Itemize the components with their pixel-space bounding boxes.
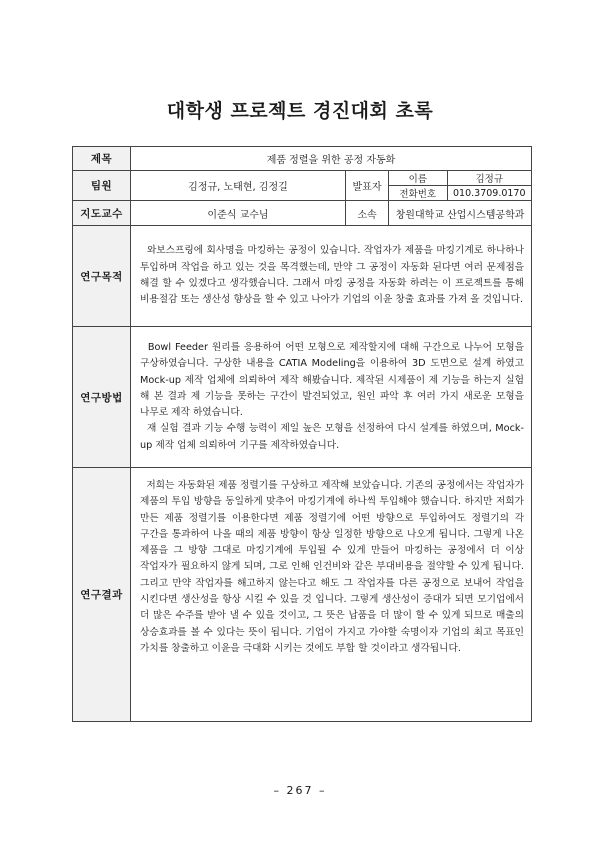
team-row: [73, 171, 532, 201]
advisor-label: 지도교수: [73, 201, 131, 226]
name-label: 이름: [408, 174, 427, 185]
presenter-label: 발표자: [346, 171, 389, 201]
result-text: 저희는 자동화된 제품 정렬기를 구상하고 제작해 보았습니다. 기존의 공정에서는 작업자가 제품의 투입 방향을 동일하게 맞추어 마킹기계에 하나씩 투입해야 했습니다. 하지만 저희가 만든 제품 정렬기를 이용한다면 제품 정렬기에 어떤 방향으로 투입하여도 정렬기의 각 구간을 통과하여 나올 때의 제품 방향이 항상 일정한 방향으로 나오게 됩니다. 그렇게 나온 제품을 그 방향 그대로 마킹기계에 투입될 수 있게 만들어 마킹하는 공정에서 더 이상 작업자가 필요하지 않게 되며, 그로 인해 인건비와 같은 부대비용을 절약할 수 있게 됩니다. 그리고 만약 작업자를 해고하지 않는다고 해도 그 작업자를 다른 공정으로 보내어 작업을 시킨다면 생산성을 항상 시킬 수 있을 것 입니다. 그렇게 생산성이 증대가 되면 모기업에서 더 많은 수주를 받아 낼 수 있을 것이고, 그 뜻은 납품을 더 많이 할 수 있게 되므로 매출의 상승효과를 볼 수 있다는 뜻이 됩니다. 기업이 가지고 가야할 숙명이자 기업의 최고 목표인 가치를 창출하고 이윤을 극대화 시키는 것에도 부합 할 것이라고 생각됩니다.: [140, 480, 528, 654]
team-label: 팀원: [73, 171, 131, 201]
result-row: [73, 468, 532, 722]
result-cell: [131, 468, 532, 722]
method-cell: [131, 327, 532, 468]
result-label: 연구결과: [73, 468, 131, 722]
presenter-info-table: [389, 171, 531, 200]
purpose-text: 와보스프링에 회사명을 마킹하는 공정이 있습니다. 작업자가 제품을 마킹기계로 하나하나 투입하며 작업을 하고 있는 것을 목격했는데, 만약 그 공정이 자동화 된다면 여러 문제점을 해결 할 수 있겠다고 생각했습니다. 그래서 마킹 공정을 자동화 하려는 이 프로젝트를 통해 비용절감 또는 생산성 향상을 할 수 있고 나아가 기업의 이윤 창출 효과를 가져 올 것입니다.: [140, 245, 528, 306]
name-value: 김정규: [447, 171, 531, 186]
phone-value: 010.3709.0170: [447, 186, 531, 201]
presenter-info-cell: [389, 171, 532, 201]
method-label: 연구방법: [73, 327, 131, 468]
page-title: 대학생 프로젝트 경진대회 초록: [166, 100, 434, 122]
affiliation-value: 창원대학교 산업시스템공학과: [389, 201, 532, 226]
abstract-table: [72, 146, 532, 722]
team-members: 김정규, 노태현, 김정길: [131, 171, 346, 201]
advisor-value: 이준식 교수님: [131, 201, 346, 226]
subject-row: [73, 147, 532, 171]
purpose-row: [73, 226, 532, 327]
page-number: – 267 –: [273, 784, 327, 797]
affiliation-label: 소속: [346, 201, 389, 226]
subject-label: 제목: [73, 147, 131, 171]
subject-value: 제품 정렬을 위한 공정 자동화: [131, 147, 532, 171]
method-row: [73, 327, 532, 468]
purpose-label: 연구목적: [73, 226, 131, 327]
purpose-cell: [131, 226, 532, 327]
advisor-row: [73, 201, 532, 226]
method-text: Bowl Feeder 원리를 응용하여 어떤 모형으로 제작할지에 대해 구간으로 나누어 모형을 구상하였습니다. 구상한 내용을 CATIA Modeling을 이용하여 3D 도면으로 설계 하였고 Mock-up 제작 업체에 의뢰하여 제작 해봤습니다. 제작된 시제품이 제 기능을 하는지 실험 해 본 결과 제 기능을 못하는 구간이 발견되었고, 원인 파악 후 여러 가지 새로운 모형을 나무로 제작 하였습니다. 재 실험 결과 기능 수행 능력이 제일 높은 모형을 선정하여 다시 설계를 하였으며, Mock-up 제작 업체 의뢰하여 기구를 제작하였습니다.: [140, 341, 525, 451]
phone-label: 전화번호: [389, 186, 447, 201]
